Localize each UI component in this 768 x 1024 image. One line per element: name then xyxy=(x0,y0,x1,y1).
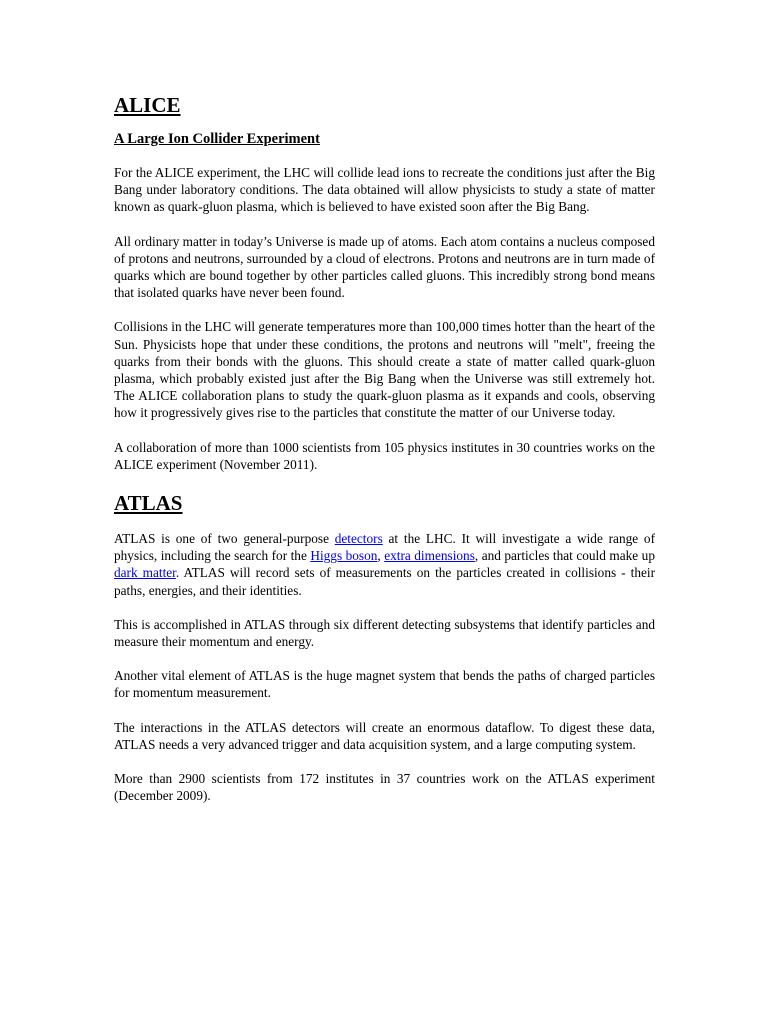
higgs-boson-link[interactable]: Higgs boson xyxy=(310,548,378,564)
extra-dimensions-link[interactable]: extra dimensions xyxy=(384,548,475,564)
atlas-intro-text-4: , and particles that could make up xyxy=(474,548,655,564)
atlas-paragraph-3: Another vital element of ATLAS is the huge magnet system that bends the paths of charged particles for momentum measurement. xyxy=(114,668,655,701)
atlas-paragraph-4: The interactions in the ATLAS detectors will create an enormous dataflow. To digest these data, ATLAS needs a very advanced trigger and data acquisition system, and a large computing system. xyxy=(114,719,655,752)
atlas-intro-text-5: . ATLAS will record sets of measurements on the particles created in collisions - their paths, energies, and their identities. xyxy=(114,565,655,598)
alice-paragraph-2: All ordinary matter in today’s Universe is made up of atoms. Each atom contains a nucleus composed of protons and neutrons, surrounded by a cloud of electrons. Protons and neutrons are in turn made of quarks which are bound together by other particles called gluons. This incredibly strong bond means that isolated quarks have never been found. xyxy=(114,233,655,301)
alice-paragraph-1: For the ALICE experiment, the LHC will collide lead ions to recreate the conditions just after the Big Bang under laboratory conditions. The data obtained will allow physicists to study a state of matter known as quark-gluon plasma, which is believed to have existed soon after the Big Bang. xyxy=(114,165,655,215)
detectors-link[interactable]: detectors xyxy=(334,531,383,547)
atlas-intro-text-2: at the LHC. It will investigate a wide range of physics, including the search for the xyxy=(114,531,655,564)
alice-paragraph-3: Collisions in the LHC will generate temperatures more than 100,000 times hotter than the heart of the Sun. Physicists hope that under these conditions, the protons and neutrons will "melt", freeing the quarks from their bonds with the gluons. This should create a state of matter called quark-gluon plasma, which probably existed just after the Big Bang when the Universe was still extremely hot. The ALICE collaboration plans to study the quark-gluon plasma as it expands and cools, observing how it progressively gives rise to the particles that constitute the matter of our Universe today. xyxy=(114,319,655,421)
atlas-paragraph-5: More than 2900 scientists from 172 institutes in 37 countries work on the ATLAS experiment (December 2009). xyxy=(114,771,655,804)
alice-heading: ALICE xyxy=(114,93,181,117)
atlas-intro-text-1: ATLAS is one of two general-purpose xyxy=(114,531,335,547)
document-page xyxy=(114,92,655,821)
atlas-paragraph-2: This is accomplished in ATLAS through six different detecting subsystems that identify particles and measure their momentum and energy. xyxy=(114,616,655,650)
dark-matter-link[interactable]: dark matter xyxy=(114,565,176,581)
alice-paragraph-4: A collaboration of more than 1000 scientists from 105 physics institutes in 30 countries works on the ALICE experiment (November 2011). xyxy=(114,439,655,472)
alice-subheading: A Large Ion Collider Experiment xyxy=(114,131,320,147)
atlas-heading: ATLAS xyxy=(114,491,183,516)
atlas-intro-text-3: , xyxy=(377,548,385,564)
atlas-intro-paragraph xyxy=(114,530,655,599)
